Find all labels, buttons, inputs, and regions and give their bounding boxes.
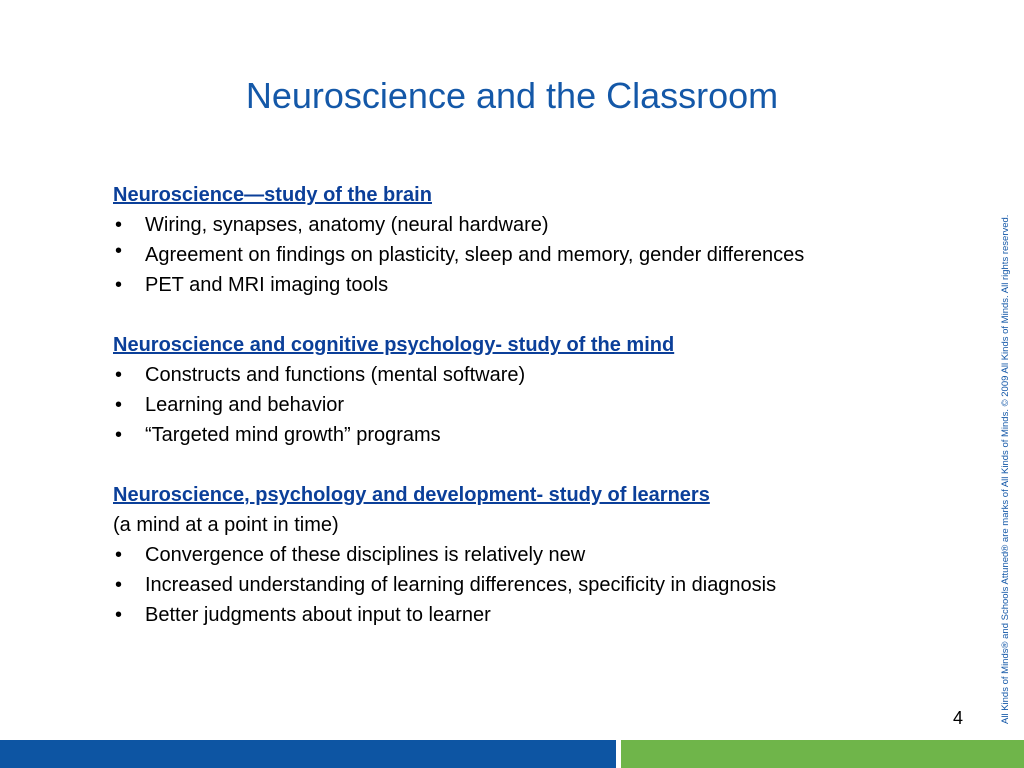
page-number: 4 [952, 708, 963, 728]
bullet-text: Increased understanding of learning differences, specificity in diagnosis [145, 574, 777, 596]
bullet-text: PET and MRI imaging tools [145, 274, 389, 296]
bullet-item [113, 270, 973, 300]
bullet-icon: • [115, 364, 123, 386]
bullet-text: “Targeted mind growth” programs [145, 424, 441, 446]
bullet-item [113, 390, 973, 420]
bullet-text: Better judgments about input to learner [145, 604, 491, 626]
bullet-item [113, 360, 973, 390]
bullet-item [113, 570, 973, 600]
bullet-text: Constructs and functions (mental software) [145, 364, 526, 386]
section-spacer [113, 450, 973, 480]
section-heading-learners: Neuroscience, psychology and development- study of learners [113, 484, 710, 506]
bullet-icon: • [115, 214, 123, 236]
bullet-list-learners [113, 540, 973, 630]
slide-body [113, 180, 973, 630]
bullet-icon: • [115, 544, 123, 566]
section-spacer [113, 300, 973, 330]
bullet-text: Learning and behavior [145, 394, 345, 416]
bullet-icon: • [115, 574, 123, 596]
bullet-text: Agreement on findings on plasticity, sleep and memory, gender differences [145, 244, 805, 266]
footer-bar-blue [0, 740, 616, 768]
section-heading-mind: Neuroscience and cognitive psychology- study of the mind [113, 334, 675, 356]
section-heading-brain: Neuroscience—study of the brain [113, 184, 432, 206]
footer-bar-green [621, 740, 1024, 768]
bullet-item [113, 420, 973, 450]
bullet-text: Convergence of these disciplines is relatively new [145, 544, 586, 566]
slide-title: Neuroscience and the Classroom [245, 75, 779, 116]
bullet-icon: • [115, 424, 123, 446]
bullet-item [113, 540, 973, 570]
bullet-icon: • [115, 240, 123, 262]
bullet-icon: • [115, 394, 123, 416]
bullet-list-mind [113, 360, 973, 450]
bullet-list-brain [113, 210, 973, 300]
copyright-note: All Kinds of Minds® and Schools Attuned® are marks of All Kinds of Minds. © 2009 All Kinds of Minds. All rights reserved. [1000, 214, 1011, 724]
bullet-icon: • [115, 604, 123, 626]
bullet-item [113, 210, 973, 240]
bullet-item [113, 240, 973, 270]
bullet-item [113, 600, 973, 630]
section-subtext: (a mind at a point in time) [113, 514, 339, 536]
bullet-icon: • [115, 274, 123, 296]
bullet-text: Wiring, synapses, anatomy (neural hardware) [145, 214, 549, 236]
